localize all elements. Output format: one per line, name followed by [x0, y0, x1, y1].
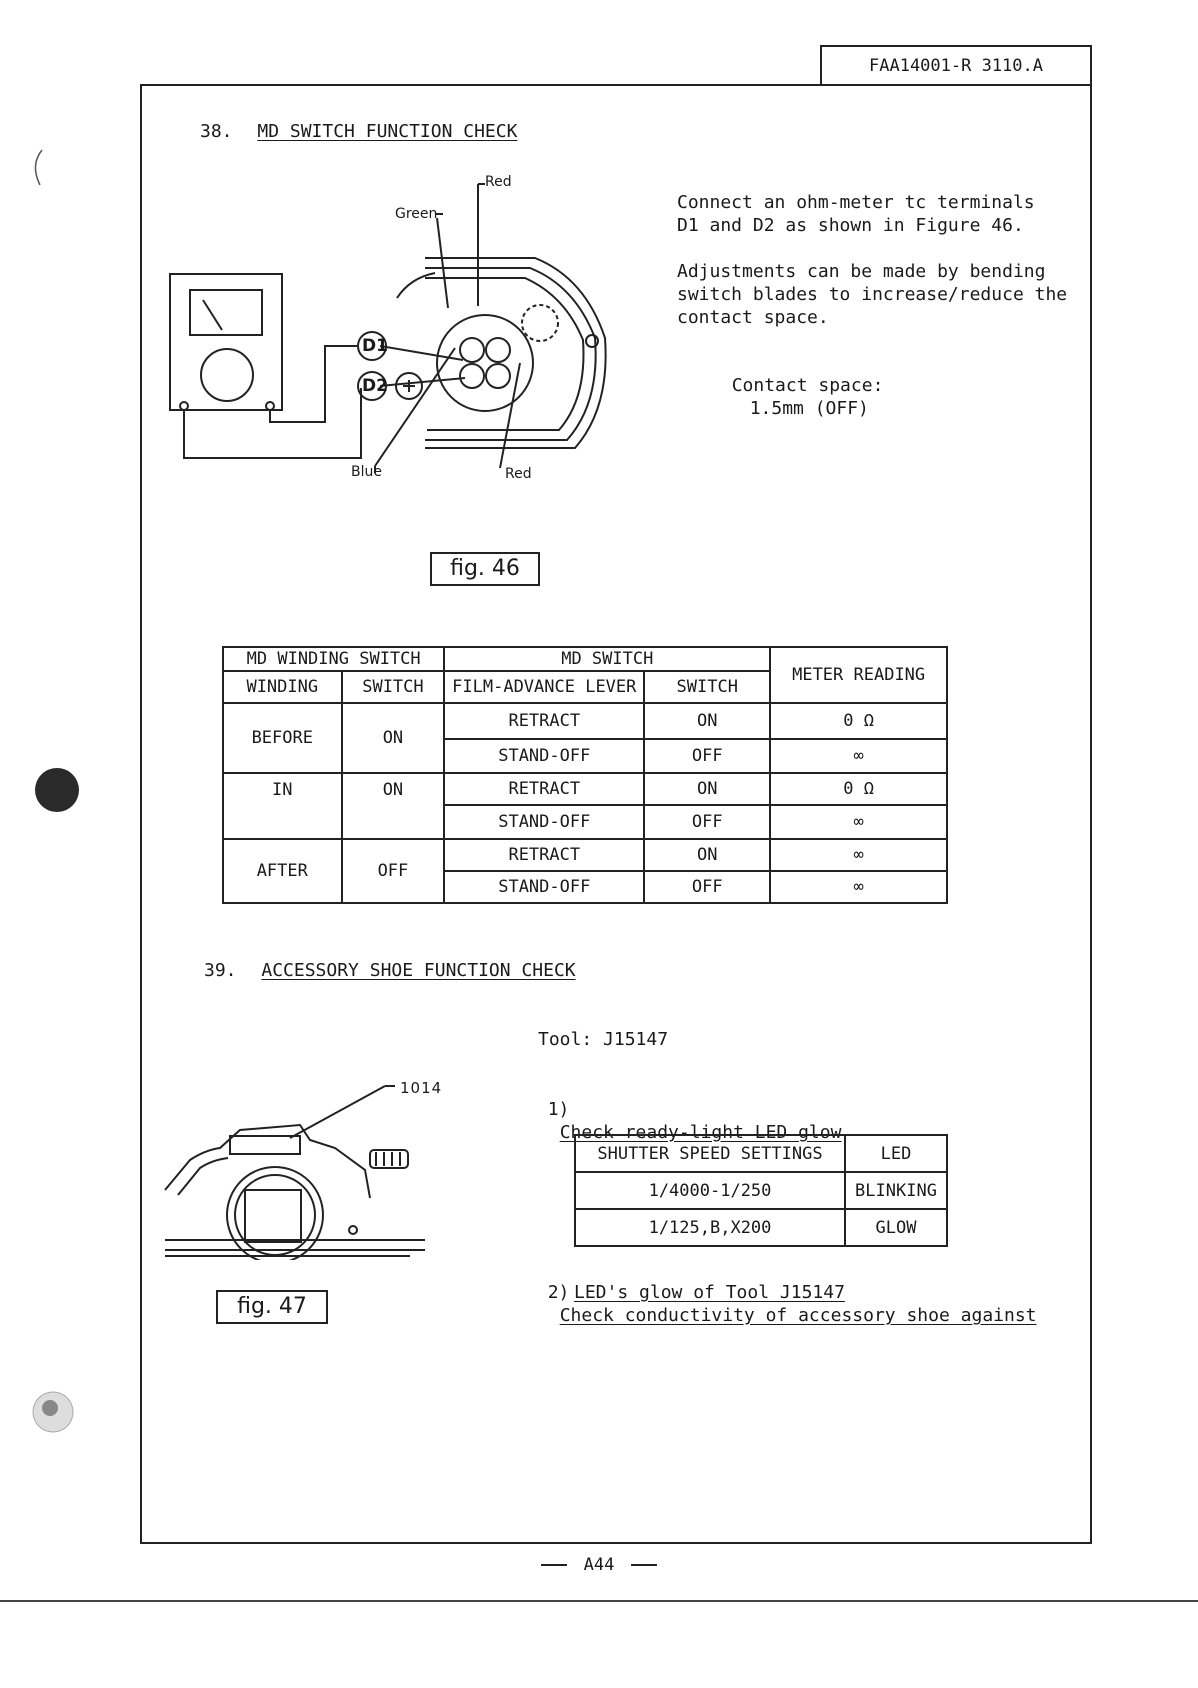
section-38-paragraph-1: Connect an ohm-meter tc terminals D1 and D2 as shown in Figure 46.: [677, 192, 1035, 236]
step-1-text: Check ready-light LED glow: [559, 1122, 842, 1143]
shutter-cell: 1/4000-1/250: [575, 1172, 845, 1209]
step-2-number: 2): [547, 1282, 570, 1303]
switch-cell: ON: [644, 773, 770, 805]
lever-cell: RETRACT: [444, 773, 644, 805]
terminal-label-d1: D1: [362, 336, 388, 356]
wire-label-red-top: Red: [485, 174, 512, 190]
lever-cell: STAND-OFF: [444, 805, 644, 839]
meter-dial: [201, 349, 253, 401]
footer-dash-left: [541, 1564, 567, 1566]
table-row: [223, 703, 947, 739]
header-film-advance-lever: FILM-ADVANCE LEVER: [444, 671, 644, 703]
switch-cell: ON: [644, 839, 770, 871]
winding-cell: AFTER: [223, 839, 342, 903]
winding-cell: IN: [223, 773, 342, 839]
section-39-heading: [204, 960, 576, 981]
winding-cell: BEFORE: [223, 703, 342, 773]
contact-space-label: Contact space:: [731, 375, 884, 396]
lens-mount: [227, 1167, 323, 1260]
reading-cell: ∞: [770, 871, 947, 903]
header-md-switch: MD SWITCH: [444, 647, 770, 671]
accessory-shoe: [230, 1136, 300, 1154]
figure-46-diagram: [165, 178, 635, 518]
table-row: [223, 773, 947, 805]
header-meter-reading: METER READING: [770, 647, 947, 703]
header-led: LED: [845, 1135, 947, 1172]
step-2-line-1: Check conductivity of accessory shoe against: [559, 1305, 1037, 1326]
figure-47-diagram: [160, 1080, 430, 1260]
scan-bottom-line: [0, 1600, 1198, 1602]
table-row: [223, 839, 947, 871]
winding-switch-cell: OFF: [342, 839, 445, 903]
winding-switch-cell: ON: [342, 773, 445, 839]
lever-cell: STAND-OFF: [444, 871, 644, 903]
reading-cell: ∞: [770, 739, 947, 773]
reading-cell: 0 Ω: [770, 773, 947, 805]
figure-47-label: fig. 47: [216, 1290, 328, 1324]
lever-cell: STAND-OFF: [444, 739, 644, 773]
section-38-paragraph-2: Adjustments can be made by bending switch blades to increase/reduce the contact space.: [677, 261, 1068, 328]
led-table: [574, 1134, 948, 1247]
header-md-winding-switch: MD WINDING SWITCH: [223, 647, 444, 671]
header-md-switch-switch: SWITCH: [644, 671, 770, 703]
figure-46-label: fig. 46: [430, 552, 540, 586]
contact-space-value: 1.5mm (OFF): [749, 398, 869, 419]
table-row: [575, 1172, 947, 1209]
tool-line: Tool: J15147: [538, 1029, 669, 1050]
switch-cell: OFF: [644, 805, 770, 839]
wire-label-red-bottom: Red: [505, 466, 532, 482]
led-cell: BLINKING: [845, 1172, 947, 1209]
lever-cell: RETRACT: [444, 839, 644, 871]
step-1-number: 1): [547, 1099, 570, 1120]
terminal-label-d2: D2: [362, 376, 388, 396]
section-39-number: 39.: [204, 960, 237, 981]
reading-cell: ∞: [770, 805, 947, 839]
ohm-meter: [170, 274, 282, 410]
table-row: [575, 1209, 947, 1246]
reading-cell: 0 Ω: [770, 703, 947, 739]
page-footer: [0, 1555, 1198, 1575]
section-38-title: MD SWITCH FUNCTION CHECK: [257, 121, 518, 142]
led-cell: GLOW: [845, 1209, 947, 1246]
section-38-number: 38.: [200, 121, 233, 142]
part-number-label: 1014: [400, 1079, 443, 1097]
switch-cell: ON: [644, 703, 770, 739]
switch-cell: OFF: [644, 739, 770, 773]
section-38-heading: [200, 121, 517, 142]
meter-scale: [190, 290, 262, 335]
wire-label-green: Green: [395, 206, 438, 222]
page-number: A44: [583, 1555, 615, 1575]
header-winding-switch: SWITCH: [342, 671, 445, 703]
scan-artifacts: [20, 140, 90, 1440]
document-number: FAA14001-R 3110.A: [820, 45, 1092, 86]
switch-housing: [437, 315, 533, 411]
section-39-title: ACCESSORY SHOE FUNCTION CHECK: [261, 960, 576, 981]
reading-cell: ∞: [770, 839, 947, 871]
step-2-line-2: LED's glow of Tool J15147: [574, 1282, 845, 1303]
footer-dash-right: [631, 1564, 657, 1566]
lever-cell: RETRACT: [444, 703, 644, 739]
header-winding: WINDING: [223, 671, 342, 703]
header-shutter-speed-settings: SHUTTER SPEED SETTINGS: [575, 1135, 845, 1172]
shutter-cell: 1/125,B,X200: [575, 1209, 845, 1246]
wire-label-blue: Blue: [351, 464, 382, 480]
contact-space-line: [710, 351, 883, 420]
switch-cell: OFF: [644, 871, 770, 903]
winding-switch-cell: ON: [342, 703, 445, 773]
md-switch-table: [222, 646, 948, 904]
